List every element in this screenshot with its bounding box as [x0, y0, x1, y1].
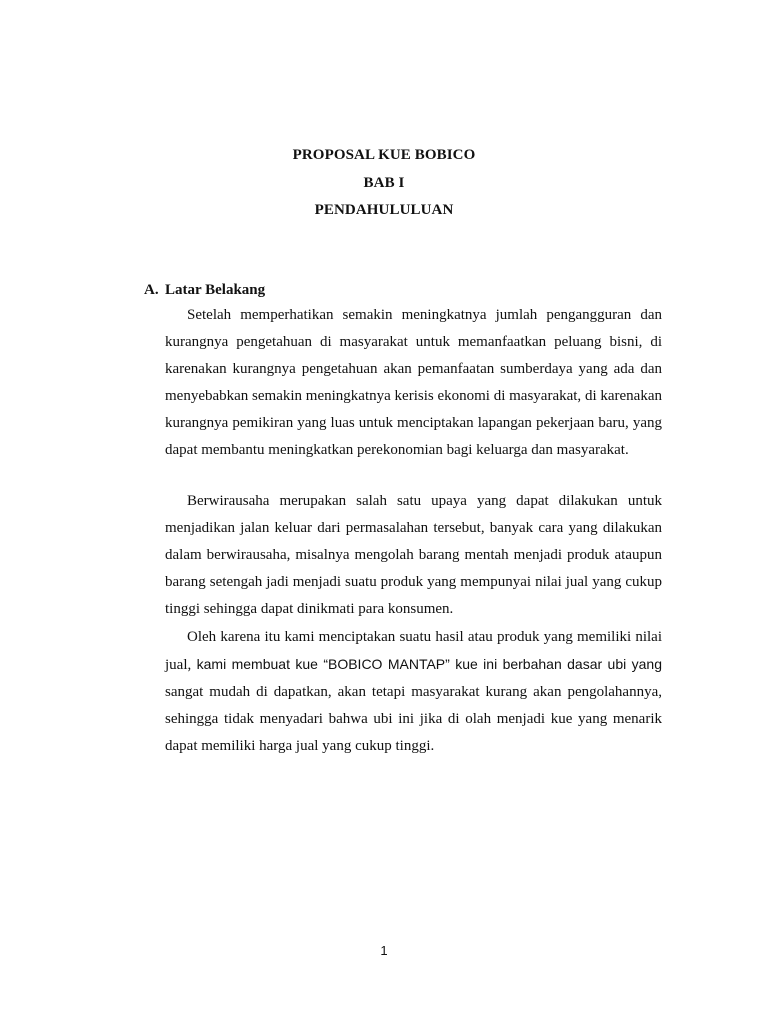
paragraph-3-part-b: kami membuat kue “BOBICO MANTAP” kue ini berbahan dasar ubi yang — [191, 656, 662, 672]
paragraph-1 — [165, 302, 662, 464]
paragraph-text: Berwirausaha merupakan salah satu upaya yang dapat dilakukan untuk menjadikan jalan keluar dari permasalahan tersebut, banyak cara yang dilakukan dalam berwirausaha, misalnya mengolah barang mentah menjadi produk ataupun barang setengah jadi menjadi suatu produk yang mempunyai nilai jual yang cukup tinggi sehingga dapat dinikmati para konsumen. — [165, 493, 662, 617]
paragraph-text — [165, 624, 662, 760]
paragraph-3-part-a: Oleh karena itu kami menciptakan suatu hasil atau produk yang memiliki nilai jual, — [165, 629, 662, 673]
paragraph-3 — [165, 624, 662, 760]
paragraph-3-part-c: sangat mudah di dapatkan, akan tetapi masyarakat kurang akan pengolahannya, sehingga tidak menyadari bahwa ubi ini jika di olah menjadi kue yang menarik dapat memiliki harga jual yang cukup tinggi. — [165, 684, 662, 754]
section-heading — [144, 282, 265, 299]
section-letter: A. — [144, 282, 159, 298]
document-title: PROPOSAL KUE BOBICO — [292, 147, 476, 163]
section-heading-text: Latar Belakang — [165, 282, 266, 298]
paragraph-2 — [165, 488, 662, 623]
paragraph-text: Setelah memperhatikan semakin meningkatnya jumlah pengangguran dan kurangnya pengetahuan di masyarakat untuk memanfaatkan peluang bisni, di karenakan kurangnya pengetahuan akan pemanfaatan sumberdaya yang ada dan menyebabkan semakin meningkatnya kerisis ekonomi di masyarakat, di karenakan kurangnya pemikiran yang luas untuk menciptakan lapangan pekerjaan baru, yang dapat membantu meningkatkan perekonomian bagi keluarga dan masyarakat. — [165, 307, 662, 458]
page-number: 1 — [380, 943, 388, 958]
chapter-title: PENDAHULULUAN — [314, 202, 454, 218]
chapter-label: BAB I — [363, 175, 405, 191]
